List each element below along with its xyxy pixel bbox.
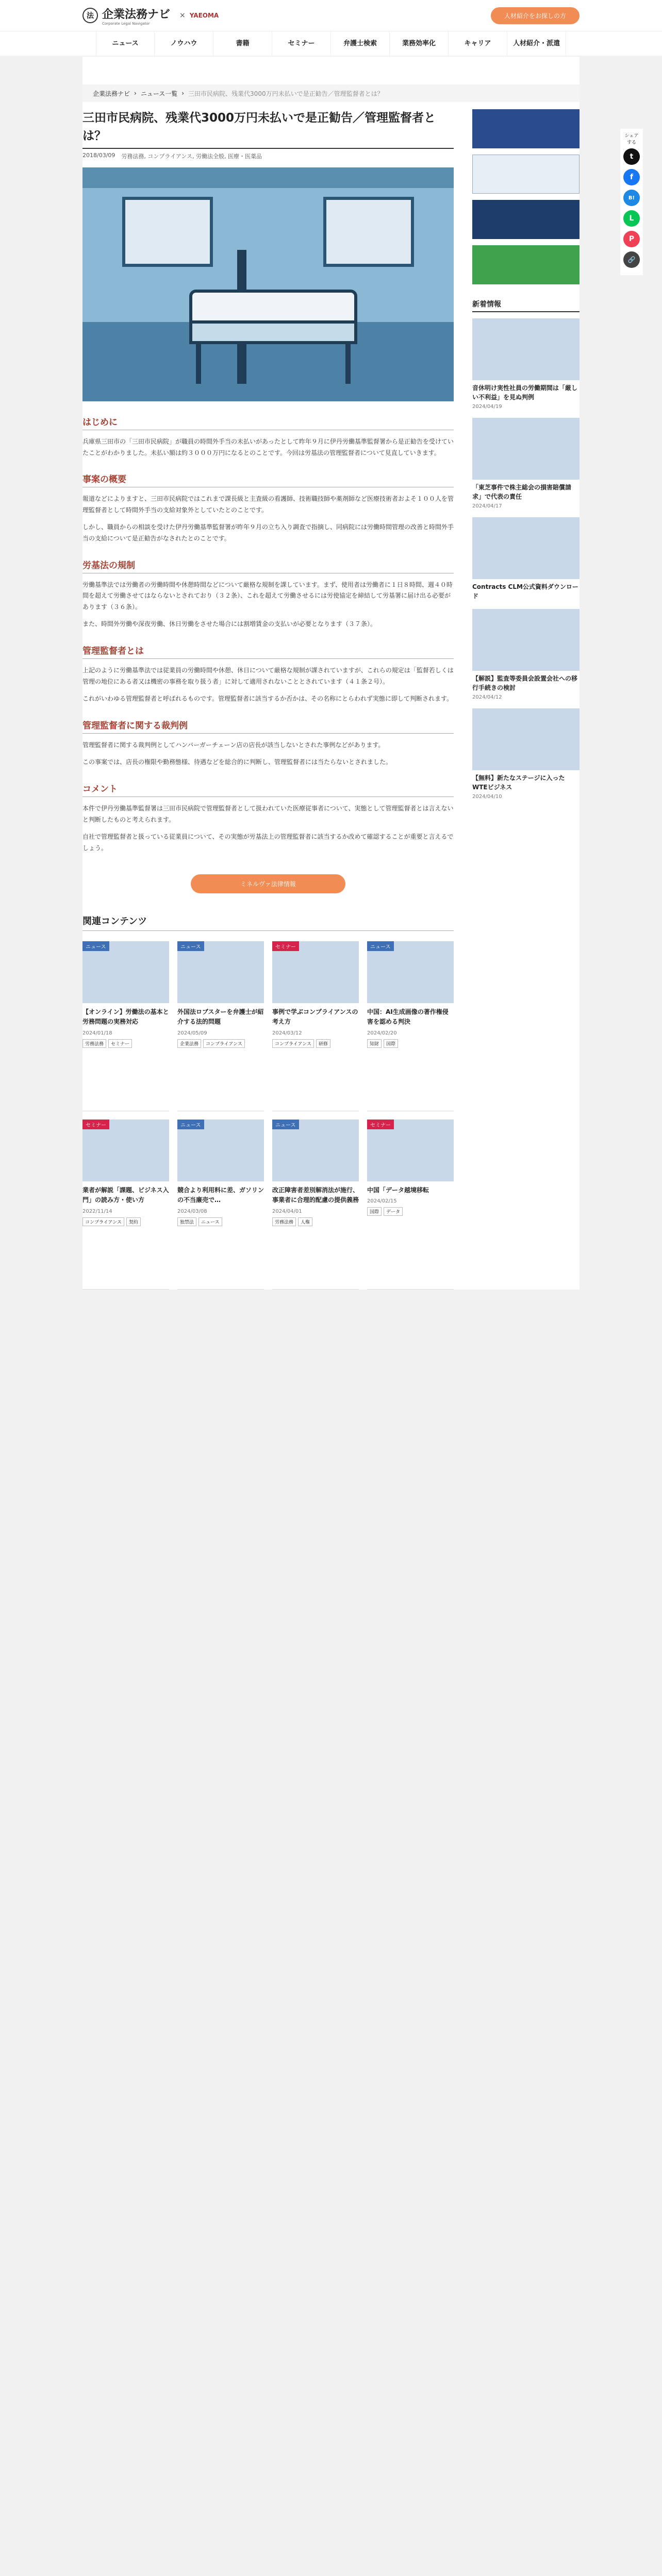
hero-image <box>82 167 454 401</box>
sidebar-thumbnail <box>472 708 580 770</box>
card-topic-tag[interactable]: コンプライアンス <box>203 1039 245 1048</box>
link-copy-icon[interactable]: 🔗 <box>623 251 640 268</box>
sidebar-item-date: 2024/04/17 <box>472 503 502 509</box>
card-date: 2024/03/08 <box>177 1208 207 1214</box>
sidebar-item[interactable] <box>472 318 580 410</box>
crumb-sep: › <box>181 90 185 97</box>
pocket-share-icon[interactable]: P <box>623 231 640 247</box>
sidebar-thumbnail <box>472 418 580 480</box>
x-share-icon[interactable]: t <box>623 148 640 165</box>
sidebar <box>472 109 580 1290</box>
card-topic-tag[interactable]: 独禁法 <box>177 1217 196 1226</box>
card-topic-tag[interactable]: データ <box>384 1207 403 1216</box>
sidebar-thumbnail <box>472 517 580 579</box>
nav-staffing[interactable]: 人材紹介・派遣 <box>507 31 566 56</box>
card-thumbnail <box>82 941 169 1003</box>
article <box>82 109 454 1290</box>
facebook-share-icon[interactable]: f <box>623 169 640 185</box>
sidebar-banner[interactable] <box>472 155 580 194</box>
card-title[interactable]: 外国法ロブスターを弁護士が紹介する法的問題 <box>177 1008 264 1026</box>
sidebar-item-title[interactable]: 【解説】監査等委員会設置会社への移行手続きの検討 <box>472 675 578 691</box>
nav-seminar[interactable]: セミナー <box>272 31 331 56</box>
sidebar-item-date: 2024/04/19 <box>472 404 502 410</box>
share-label: シェアする <box>624 133 639 145</box>
intro-paragraph: 兵庫県三田市の「三田市民病院」が職員の時間外手当の未払いがあったとして昨年９月に伊丹労働基準監督署から是正勧告を受けていたことがわかりました。未払い額は約３０００万円になるとのことです。今回は労基法の管理監督者について見直していきます。 <box>82 438 454 456</box>
card-date: 2024/02/20 <box>367 1030 397 1036</box>
partner-logo: YAEOMA <box>189 12 219 19</box>
sidebar-thumbnail <box>472 609 580 671</box>
card-thumbnail <box>367 1120 454 1181</box>
page-container <box>82 57 580 1290</box>
intro-heading: はじめに <box>82 415 454 430</box>
sidebar-item-date: 2024/04/12 <box>472 694 502 700</box>
line-share-icon[interactable]: L <box>623 210 640 227</box>
card-thumbnail <box>272 941 359 1003</box>
share-bar <box>620 129 643 275</box>
card-title[interactable]: 【オンライン】労働法の基本と労務問題の実務対応 <box>82 1008 169 1026</box>
paragraph: これがいわゆる管理監督者と呼ばれるものです。管理監督者に該当するか否かは、その名称にとらわれず実態に即して判断されます。 <box>82 695 453 703</box>
section-heading: 管理監督者に関する裁判例 <box>82 718 454 734</box>
paragraph: この事案では、店長の権限や勤務態様、待遇などを総合的に判断し、管理監督者には当たらないとされました。 <box>82 758 392 766</box>
sidebar-item-date: 2024/04/10 <box>472 794 502 800</box>
card-title[interactable]: 事例で学ぶコンプライアンスの考え方 <box>272 1008 358 1026</box>
related-card[interactable] <box>272 941 359 1111</box>
card-date: 2024/03/12 <box>272 1030 302 1036</box>
sidebar-item[interactable] <box>472 517 580 601</box>
card-topic-tag[interactable]: 労務法務 <box>82 1039 106 1048</box>
sidebar-item-title[interactable]: 「東芝事件で株主総会の損害賠償請求」で代表の責任 <box>472 484 572 500</box>
sidebar-thumbnail <box>472 318 580 380</box>
card-topic-tag[interactable]: 国際 <box>367 1207 382 1216</box>
crumb-home[interactable]: 企業法務ナビ <box>93 90 130 97</box>
site-header <box>0 0 662 31</box>
section-heading: 事案の概要 <box>82 472 454 487</box>
logo-title: 企業法務ナビ <box>102 8 171 21</box>
related-heading: 関連コンテンツ <box>82 914 454 931</box>
crumb-news[interactable]: ニュース一覧 <box>140 90 178 97</box>
sidebar-banner[interactable] <box>472 109 580 148</box>
article-cta-button[interactable]: ミネルヴァ法律情報 <box>191 874 345 893</box>
card-tag: セミナー <box>272 941 299 951</box>
related-card[interactable] <box>177 941 264 1111</box>
card-topic-tag[interactable]: ニュース <box>198 1217 222 1226</box>
card-topic-tag[interactable]: 国際 <box>384 1039 398 1048</box>
paragraph: しかし、職員からの相談を受けた伊丹労働基準監督署が昨年９月の立ち入り調査で指摘し、同病院には労働時間管理の改善と時間外手当の支給について是正勧告がなされたとのことです。 <box>82 523 454 542</box>
sidebar-new-heading: 新着情報 <box>472 291 580 312</box>
sidebar-item-title[interactable]: 音休明け実性社員の労働期間は「厳しい不利益」を見ぬ判例 <box>472 384 578 401</box>
site-logo[interactable] <box>82 6 219 26</box>
article-tags[interactable]: 労務法務, コンプライアンス, 労働法全般, 医療・医薬品 <box>121 153 262 160</box>
nav-news[interactable]: ニュース <box>96 31 155 56</box>
article-date: 2018/03/09 <box>82 152 115 159</box>
card-topic-tag[interactable]: セミナー <box>108 1039 132 1048</box>
paragraph: 管理監督者に関する裁判例としてハンバーガーチェーン店の店長が該当しないとされた事例などがあります。 <box>82 741 385 749</box>
sidebar-item[interactable] <box>472 418 580 509</box>
card-thumbnail <box>367 941 454 1003</box>
card-tag: セミナー <box>367 1120 394 1129</box>
card-title[interactable]: 中国「データ越境移転 <box>367 1187 429 1194</box>
article-title: 三田市民病院、残業代3000万円未払いで是正勧告／管理監督者とは？ <box>82 109 454 149</box>
breadcrumb <box>82 84 580 102</box>
related-card[interactable] <box>177 1120 264 1290</box>
card-thumbnail <box>177 1120 264 1181</box>
card-date: 2024/02/15 <box>367 1198 397 1205</box>
sidebar-banner[interactable] <box>472 200 580 239</box>
card-date: 2024/05/09 <box>177 1030 207 1036</box>
nav-knowhow[interactable]: ノウハウ <box>155 31 213 56</box>
crumb-sep: › <box>134 90 137 97</box>
logo-subtitle: Corporate Legal Navigator <box>102 21 150 26</box>
crumb-current: 三田市民病院、残業代3000万円未払いで是正勧告／管理監督者とは？ <box>188 90 384 97</box>
card-thumbnail <box>82 1120 169 1181</box>
related-card[interactable] <box>367 941 454 1111</box>
paragraph: 自社で管理監督者と扱っている従業員について、その実態が労基法上の管理監督者に該当するか改めて確認することが重要と言えるでしょう。 <box>82 833 454 852</box>
card-tag: セミナー <box>82 1120 109 1129</box>
card-title[interactable]: 中国：AI生成画像の著作権侵害を認める判決 <box>367 1008 449 1026</box>
card-title[interactable]: 競合より利用料に差、ガソリンの不当廉売で… <box>177 1187 264 1204</box>
paragraph: また、時間外労働や深夜労働、休日労働をさせた場合には割増賃金の支払いが必要となります（３７条）。 <box>82 620 377 628</box>
global-nav <box>0 31 662 56</box>
logo-cross: × <box>179 11 186 20</box>
sidebar-item-title[interactable]: 【無料】新たなステージに入ったWTEビジネス <box>472 774 565 791</box>
card-tag: ニュース <box>82 941 109 951</box>
section-heading: コメント <box>82 782 454 797</box>
sidebar-banner[interactable] <box>472 245 580 284</box>
related-card[interactable] <box>272 1120 359 1290</box>
card-date: 2022/11/14 <box>82 1208 112 1214</box>
paragraph: 上記のように労働基準法では従業員の労働時間や休憩、休日について厳格な規制が課されていますが、これらの規定は「監督若しくは管理の地位にある者又は機密の事務を取り扱う者」に対して適用されないこととされています（４１条２号）。 <box>82 666 454 685</box>
related-cards <box>82 941 454 1290</box>
nav-books[interactable]: 書籍 <box>213 31 272 56</box>
card-title[interactable]: 改正障害者差別解消法が施行、事業者に合理的配慮の提供義務 <box>272 1187 359 1204</box>
card-topic-tag[interactable]: コンプライアンス <box>272 1039 314 1048</box>
card-topic-tag[interactable]: 研修 <box>316 1039 330 1048</box>
sidebar-item[interactable] <box>472 708 580 800</box>
card-topic-tag[interactable]: 人権 <box>298 1217 312 1226</box>
sidebar-item-title[interactable]: Contracts CLM公式資料ダウンロード <box>472 583 578 600</box>
nav-career[interactable]: キャリア <box>449 31 507 56</box>
paragraph: 労働基準法では労働者の労働時間や休憩時間などについて厳格な規制を課しています。まず、使用者は労働者に１日８時間、週４０時間を超えて労働させてはならないとされており（３２条）、これを超えて労働させるには労使協定を締結して労基署に届け出る必要があります（３６条）。 <box>82 581 453 611</box>
card-date: 2024/04/01 <box>272 1208 302 1214</box>
section-heading: 管理監督者とは <box>82 643 454 659</box>
related-card[interactable] <box>367 1120 454 1290</box>
card-topic-tag[interactable]: 契約 <box>126 1217 141 1226</box>
card-tag: ニュース <box>272 1120 299 1129</box>
card-title[interactable]: 業者が解説「課題、ビジネス入門」の読み方・使い方 <box>82 1187 169 1204</box>
sidebar-item[interactable] <box>472 609 580 700</box>
related-card[interactable] <box>82 1120 169 1290</box>
paragraph: 報道などによりますと、三田市民病院ではこれまで課長級と主査級の看護師、技術職技師や薬剤師など医療技術者およそ１００人を管理監督者として時間外手当の支給対象外としていたとのことです。 <box>82 495 454 514</box>
paragraph: 本件で伊丹労働基準監督署は三田市民病院で管理監督者として扱われていた医療従事者について、実態として管理監督者とは言えないと判断したものと考えられます。 <box>82 804 454 823</box>
card-tag: ニュース <box>177 941 204 951</box>
hatena-share-icon[interactable]: B! <box>623 190 640 206</box>
card-topic-tag[interactable]: 労務法務 <box>272 1217 296 1226</box>
logo-mark-icon: 法 <box>82 8 98 23</box>
nav-efficiency[interactable]: 業務効率化 <box>390 31 449 56</box>
card-tag: ニュース <box>367 941 394 951</box>
header-cta-button[interactable]: 人材紹介をお探しの方 <box>491 7 580 24</box>
card-thumbnail <box>272 1120 359 1181</box>
card-topic-tag[interactable]: コンプライアンス <box>82 1217 124 1226</box>
related-card[interactable] <box>82 941 169 1111</box>
card-thumbnail <box>177 941 264 1003</box>
card-date: 2024/01/18 <box>82 1030 112 1036</box>
card-topic-tag[interactable]: 企業法務 <box>177 1039 201 1048</box>
card-topic-tag[interactable]: 知財 <box>367 1039 382 1048</box>
section-heading: 労基法の規制 <box>82 558 454 573</box>
card-tag: ニュース <box>177 1120 204 1129</box>
nav-lawyer-search[interactable]: 弁護士検索 <box>331 31 390 56</box>
